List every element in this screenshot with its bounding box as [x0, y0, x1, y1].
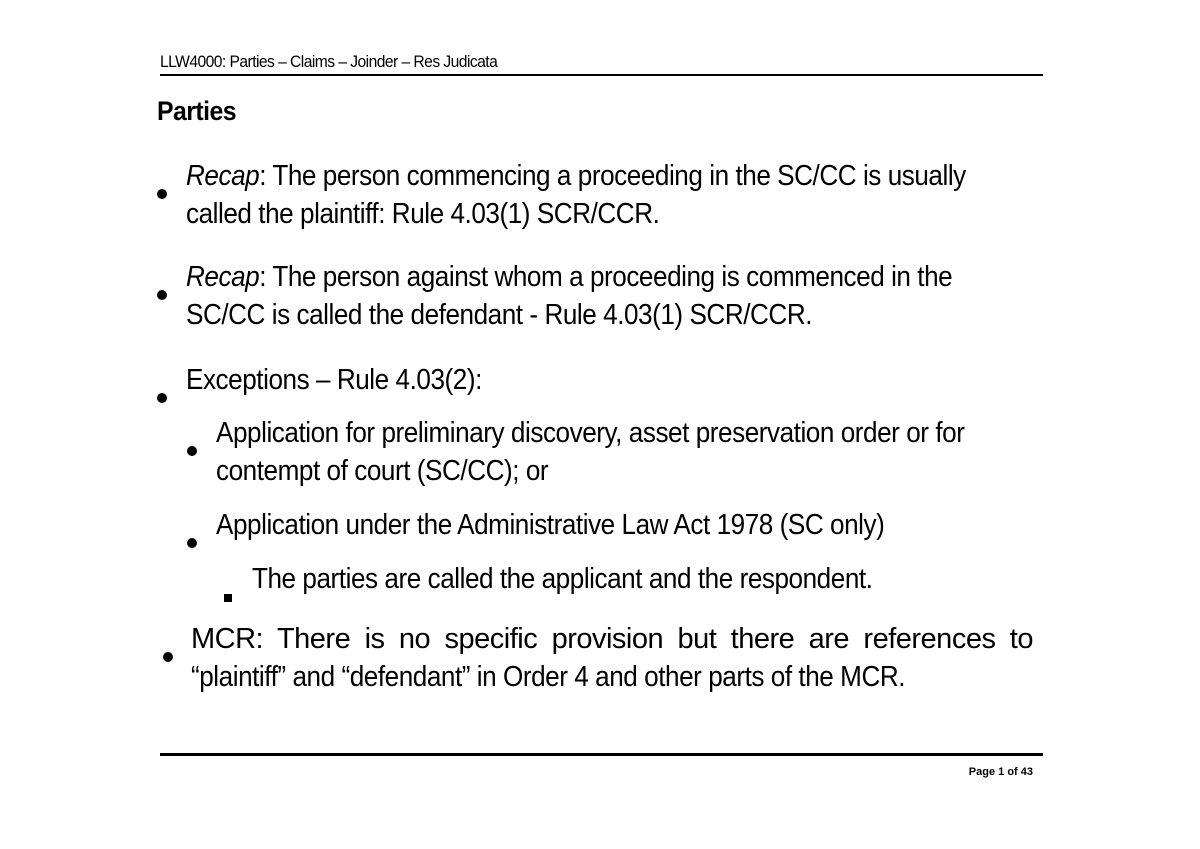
bullet-dot-icon: [187, 446, 197, 456]
bullet-text-cont: “plaintiff” and “defendant” in Order 4 and other parts of the MCR.: [191, 661, 906, 693]
page-title: Parties: [157, 96, 236, 126]
bullet-dot-icon: [157, 189, 167, 199]
bullet-text: : The person commencing a proceeding in the SC/CC is usually: [259, 160, 966, 192]
bullet-text-cont: SC/CC is called the defendant - Rule 4.03(1) SCR/CCR.: [186, 299, 813, 331]
bullet-text-cont: called the plaintiff: Rule 4.03(1) SCR/CCR.: [186, 198, 660, 230]
bullet-dot-icon: [157, 290, 167, 300]
bullet-dot-icon: [187, 538, 197, 548]
header-course-title: LLW4000: Parties – Claims – Joinder – Res Judicata: [160, 52, 498, 71]
bullet-dot-icon: [163, 652, 173, 662]
page-number: Page 1 of 43: [968, 766, 1033, 778]
bullet-dot-icon: [157, 393, 167, 403]
bullet-text-cont: contempt of court (SC/CC); or: [216, 455, 549, 487]
bullet-text: Application for preliminary discovery, asset preservation order or for: [216, 417, 965, 449]
square-bullet-icon: [224, 594, 232, 602]
bullet-text: Application under the Administrative Law Act 1978 (SC only): [216, 509, 885, 541]
bullet-text: MCR: There is no specific provision but there are references to: [191, 623, 1033, 655]
bullet-text: : The person against whom a proceeding is commenced in the: [259, 261, 953, 293]
bullet-text: Exceptions – Rule 4.03(2):: [186, 364, 482, 396]
footer-rule: [160, 753, 1043, 756]
recap-label: Recap: [186, 261, 260, 293]
recap-label: Recap: [186, 160, 260, 192]
bullet-text: The parties are called the applicant and the respondent.: [252, 563, 873, 595]
header-rule: [160, 74, 1043, 76]
